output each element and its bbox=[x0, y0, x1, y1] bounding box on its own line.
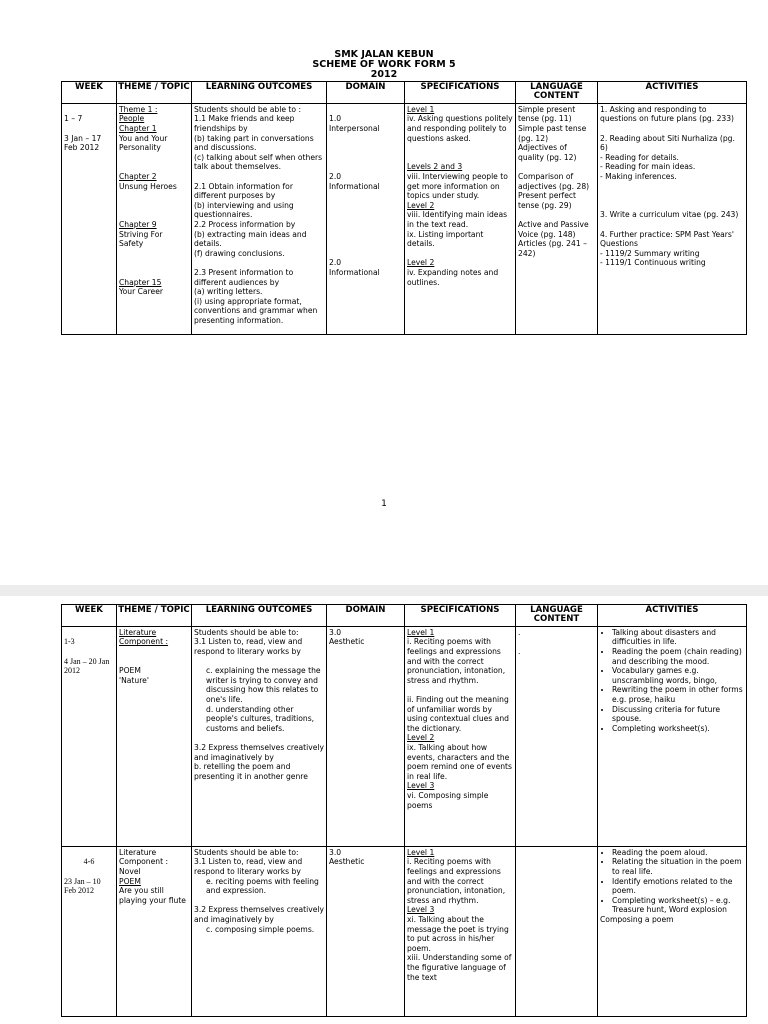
domain-code: 2.0 bbox=[329, 258, 342, 268]
col-language-content: LANGUAGE CONTENT bbox=[516, 605, 598, 627]
outcome-text: 3.2 Express themselves creatively and imaginatively by bbox=[194, 742, 325, 762]
activities-cell bbox=[598, 846, 747, 1016]
outcome-text: (b) interviewing and using questionnaires. bbox=[194, 200, 294, 220]
col-activities: ACTIVITIES bbox=[598, 605, 747, 627]
language-content-cell bbox=[516, 103, 598, 334]
chapter-label: Chapter 2 bbox=[119, 171, 157, 181]
language-content-cell bbox=[516, 626, 598, 846]
theme-label: Theme 1 : bbox=[119, 104, 158, 114]
activity-item: Composing a poem bbox=[600, 914, 674, 924]
language-item: Comparison of adjectives (pg. 28) bbox=[518, 171, 590, 191]
scheme-table-1 bbox=[61, 81, 747, 335]
theme-name: Component : bbox=[119, 637, 169, 647]
col-week: WEEK bbox=[62, 82, 117, 104]
col-domain: DOMAIN bbox=[327, 82, 405, 104]
spec-level: Level 2 bbox=[407, 200, 435, 210]
language-content-cell bbox=[516, 846, 598, 1016]
table-row bbox=[62, 103, 747, 334]
outcome-text: 1.1 Make friends and keep friendships by bbox=[194, 114, 295, 133]
spec-text: xiii. Understanding some of the figurative language of the text bbox=[407, 953, 512, 982]
language-item: Simple past tense (pg. 12) bbox=[518, 124, 587, 143]
learning-outcomes-cell bbox=[192, 846, 327, 1016]
outcome-text: d. understanding other people's cultures, traditions, customs and beliefs. bbox=[206, 704, 315, 733]
activity-item: 3. Write a curriculum vitae (pg. 243) bbox=[600, 210, 739, 220]
theme-name: People bbox=[119, 114, 145, 124]
spec-text: ii. Finding out the meaning of unfamiliar words by using contextual clues and the dictionary. bbox=[407, 694, 509, 733]
activity-item: • Identify emotions related to the poem. bbox=[612, 877, 744, 896]
learning-outcomes-cell bbox=[192, 626, 327, 846]
outcome-text: 2.2 Process information by bbox=[194, 219, 296, 229]
chapter-title: Striving For Safety bbox=[119, 229, 163, 249]
theme-cell bbox=[117, 626, 192, 846]
activity-item: • Completing worksheet(s). bbox=[612, 724, 744, 734]
activity-item: • Talking about disasters and difficulties in life. bbox=[612, 628, 744, 647]
outcome-text: (b) taking part in conversations and discussions. bbox=[194, 133, 314, 153]
outcome-text: Students should be able to: bbox=[194, 627, 299, 637]
week-dates: 23 Jan – 10 Feb 2012 bbox=[64, 876, 101, 896]
theme-label: Literature Component : Novel bbox=[119, 847, 169, 876]
week-range: 4-6 bbox=[83, 857, 95, 867]
week-range: 1 – 7 bbox=[64, 114, 83, 124]
spec-text: iv. Asking questions politely and responding politely to questions asked. bbox=[407, 114, 513, 143]
domain-code: 3.0 bbox=[329, 847, 342, 857]
chapter-label: Chapter 9 bbox=[119, 219, 157, 229]
week-dates: 4 Jan – 20 Jan 2012 bbox=[64, 656, 110, 676]
spec-level: Level 2 bbox=[407, 258, 435, 268]
chapter-label: Chapter 15 bbox=[119, 277, 162, 287]
domain-code: 1.0 bbox=[329, 114, 342, 124]
spec-level: Level 1 bbox=[407, 627, 435, 637]
outcome-text: 2.1 Obtain information for different purposes by bbox=[194, 181, 293, 201]
domain-name: Aesthetic bbox=[329, 857, 365, 867]
domain-name: Informational bbox=[329, 181, 380, 191]
domain-cell bbox=[327, 103, 405, 334]
col-week: WEEK bbox=[62, 605, 117, 627]
school-name: SMK JALAN KEBUN bbox=[334, 49, 434, 60]
theme-name: POEM bbox=[119, 876, 141, 886]
theme-cell bbox=[117, 103, 192, 334]
language-item: Active and Passive Voice (pg. 148) bbox=[518, 219, 589, 239]
outcome-text: Students should be able to : bbox=[194, 104, 302, 114]
col-specifications: SPECIFICATIONS bbox=[405, 82, 516, 104]
scheme-table-2 bbox=[61, 604, 747, 1017]
spec-level: Levels 2 and 3 bbox=[407, 162, 463, 172]
outcome-text: Students should be able to: bbox=[194, 847, 299, 857]
chapter-title: 'Nature' bbox=[119, 675, 149, 685]
outcome-text: 2.3 Present information to different audiences by bbox=[194, 267, 294, 287]
activities-list bbox=[600, 628, 744, 734]
specifications-cell bbox=[405, 103, 516, 334]
col-activities: ACTIVITIES bbox=[598, 82, 747, 104]
activity-item: • Vocabulary games e.g. unscrambling words, bingo, bbox=[612, 666, 744, 685]
col-language-content: LANGUAGE CONTENT bbox=[516, 82, 598, 104]
theme-label: Literature bbox=[119, 627, 157, 637]
outcome-text: e. reciting poems with feeling and expression. bbox=[206, 876, 319, 896]
outcome-text: (b) extracting main ideas and details. bbox=[194, 229, 307, 249]
week-dates: 3 Jan – 17 Feb 2012 bbox=[64, 133, 102, 153]
outcome-text: b. retelling the poem and presenting it in another genre bbox=[194, 762, 308, 781]
col-domain: DOMAIN bbox=[327, 605, 405, 627]
outcome-text: (c) talking about self when others talk about themselves. bbox=[194, 152, 323, 172]
activity-item: • Completing worksheet(s) – e.g. Treasure hunt, Word explosion bbox=[612, 896, 744, 915]
outcome-text: (f) drawing conclusions. bbox=[194, 248, 285, 258]
page-number: 1 bbox=[381, 499, 387, 509]
activity-item: • Relating the situation in the poem to real life. bbox=[612, 857, 744, 876]
chapter-title: You and Your Personality bbox=[119, 133, 168, 153]
chapter-title: Are you still playing your flute bbox=[119, 886, 186, 905]
specifications-cell bbox=[405, 846, 516, 1016]
activity-item: • Rewriting the poem in other forms e.g. prose, haiku bbox=[612, 685, 744, 704]
col-theme: THEME / TOPIC bbox=[117, 605, 192, 627]
document-year: 2012 bbox=[370, 69, 398, 80]
domain-name: Interpersonal bbox=[329, 124, 380, 133]
language-item: Adjectives of quality (pg. 12) bbox=[518, 143, 577, 162]
activity-item: • Reading the poem aloud. bbox=[612, 848, 744, 858]
outcome-text: 3.2 Express themselves creatively and imaginatively by bbox=[194, 905, 325, 924]
activity-item: • Discussing criteria for future spouse. bbox=[612, 705, 744, 724]
spec-text: i. Reciting poems with feelings and expressions and with the correct pronunciation, intonation, stress and rhythm. bbox=[407, 637, 506, 685]
activities-cell bbox=[598, 626, 747, 846]
spec-text: iv. Expanding notes and outlines. bbox=[407, 267, 499, 287]
spec-text: ix. Listing important details. bbox=[407, 229, 484, 249]
spec-text: vi. Composing simple poems bbox=[407, 790, 489, 810]
language-item: . bbox=[518, 647, 521, 656]
domain-cell bbox=[327, 846, 405, 1016]
activity-item: 4. Further practice: SPM Past Years' Questions bbox=[600, 229, 734, 249]
spec-text: xi. Talking about the message the poet is trying to put across in his/her poem. bbox=[407, 914, 509, 953]
outcome-text: c. composing simple poems. bbox=[206, 924, 315, 934]
col-learning-outcomes: LEARNING OUTCOMES bbox=[192, 605, 327, 627]
activities-cell bbox=[598, 103, 747, 334]
domain-name: Informational bbox=[329, 267, 380, 277]
spec-level: Level 1 bbox=[407, 847, 435, 857]
week-cell bbox=[62, 626, 117, 846]
outcome-text: 3.1 Listen to, read, view and respond to literary works by bbox=[194, 637, 303, 656]
outcome-text: (a) writing letters. bbox=[194, 287, 263, 297]
language-item: . bbox=[518, 627, 521, 637]
activity-item: - Making inferences. bbox=[600, 171, 677, 181]
domain-name: Aesthetic bbox=[329, 637, 365, 647]
specifications-cell bbox=[405, 626, 516, 846]
activity-item: - Reading for details. bbox=[600, 152, 679, 162]
spec-text: ix. Talking about how events, characters and the poem remind one of events in real life. bbox=[407, 742, 512, 781]
spec-level: Level 1 bbox=[407, 104, 435, 114]
spec-text: i. Reciting poems with feelings and expressions and with the correct pronunciation, intonation, stress and rhythm. bbox=[407, 857, 506, 905]
week-range: 1-3 bbox=[64, 637, 75, 647]
spec-text: viii. Identifying main ideas in the text read. bbox=[407, 210, 508, 229]
learning-outcomes-cell bbox=[192, 103, 327, 334]
domain-code: 3.0 bbox=[329, 627, 342, 637]
document-title: SCHEME OF WORK FORM 5 bbox=[312, 59, 456, 70]
chapter-label: Chapter 1 bbox=[119, 124, 157, 133]
outcome-text: (i) using appropriate format, conventions and grammar when presenting information. bbox=[194, 296, 318, 325]
spec-level: Level 3 bbox=[407, 905, 435, 915]
activity-item: 2. Reading about Siti Nurhaliza (pg. 6) bbox=[600, 133, 735, 153]
activity-item: - 1119/2 Summary writing bbox=[600, 248, 700, 258]
chapter-title: POEM bbox=[119, 666, 141, 676]
table-row bbox=[62, 846, 747, 1016]
activity-item: 1. Asking and responding to questions on future plans (pg. 233) bbox=[600, 104, 735, 124]
activity-item: - Reading for main ideas. bbox=[600, 162, 696, 172]
theme-cell bbox=[117, 846, 192, 1016]
activity-item: • Reading the poem (chain reading) and describing the mood. bbox=[612, 647, 744, 666]
page-2 bbox=[0, 596, 768, 1024]
table-row bbox=[62, 626, 747, 846]
language-item: Present perfect tense (pg. 29) bbox=[518, 191, 577, 210]
outcome-text: 3.1 Listen to, read, view and respond to literary works by bbox=[194, 857, 303, 876]
language-item: Articles (pg. 241 – 242) bbox=[518, 239, 587, 258]
spec-text: viii. Interviewing people to get more information on topics under study. bbox=[407, 171, 508, 201]
week-cell bbox=[62, 846, 117, 1016]
outcome-text: c. explaining the message the writer is trying to convey and discussing how this relates to one's life. bbox=[206, 666, 321, 704]
chapter-title: Unsung Heroes bbox=[119, 181, 177, 191]
spec-level: Level 3 bbox=[407, 781, 435, 791]
language-item: Simple present tense (pg. 11) bbox=[518, 104, 576, 124]
col-specifications: SPECIFICATIONS bbox=[405, 605, 516, 627]
activities-list bbox=[600, 848, 744, 915]
domain-code: 2.0 bbox=[329, 171, 342, 181]
domain-cell bbox=[327, 626, 405, 846]
col-theme: THEME / TOPIC bbox=[117, 82, 192, 104]
col-learning-outcomes: LEARNING OUTCOMES bbox=[192, 82, 327, 104]
activity-item: - 1119/1 Continuous writing bbox=[600, 258, 706, 268]
chapter-title: Your Career bbox=[119, 287, 164, 297]
week-cell bbox=[62, 103, 117, 334]
spec-level: Level 2 bbox=[407, 733, 435, 743]
